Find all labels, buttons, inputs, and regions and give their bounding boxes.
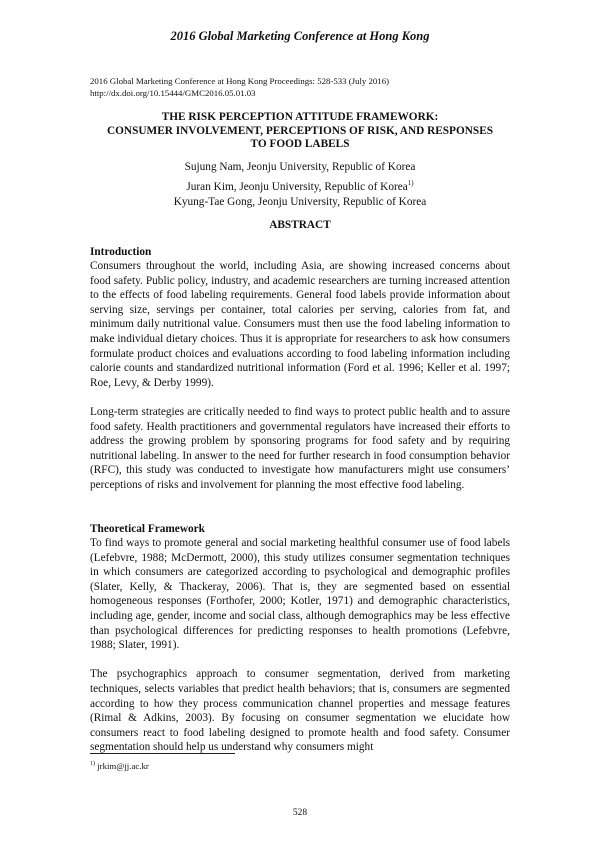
author-line: Juran Kim, Jeonju University, Republic of Korea$^{1)}$ <box>186 178 414 193</box>
running-head: 2016 Global Marketing Conference at Hong Kong <box>170 29 430 43</box>
proceedings-info <box>90 75 389 99</box>
title-line: THE RISK PERCEPTION ATTITUDE FRAMEWORK: <box>161 111 439 123</box>
paragraph: Long-term strategies are critically needed to find ways to protect public health and to assure food safety. Health practitioners and governmental regulators have increased their efforts to address the growing problem by sponsoring programs for food safety and by requiring nutritional labeling. In answer to the need for further research in food consumption behavior (RFC), this study was conducted to investigate how manufacturers might use consumers’ perceptions of risks and involvement for planning the most effective food labeling. <box>90 405 510 491</box>
abstract-heading: ABSTRACT <box>269 219 331 231</box>
paragraph: To find ways to promote general and social marketing healthful consumer use of food labels (Lefebvre, 1988; McDermott, 2000), this study utilizes consumer segmentation techniques in which consumers are categorized according to psychological and demographic profiles (Slater, Kelly, & Thackeray, 2006). That is, they are segmented based on essential homogeneous responses (Forthofer, 2000; Kotler, 1971) and demographic characteristics, including age, gender, income and social class, although demographics may be less effective than psychological differences for predicting responses to health promotions (Lefebvre, 1988; Slater, 1991). <box>90 537 510 652</box>
title-line: TO FOOD LABELS <box>250 138 350 150</box>
paragraph: The psychographics approach to consumer segmentation, derived from marketing techniques, selects variables that predict health behaviors; that is, consumers are segmented according to how they process communication channel properties and message features (Rimal & Adkins, 2003). By focusing on consumer segmentation we elucidate how consumers react to food labeling designed to promote health and food safety. Consumer segmentation should help us understand why consumers might <box>90 668 510 754</box>
footnote-divider <box>90 753 235 754</box>
theoretical-framework-section <box>90 522 510 755</box>
footnote <box>90 761 149 771</box>
author-list <box>0 160 600 210</box>
footnote-marker: 1) <box>90 761 95 768</box>
author-line: Sujung Nam, Jeonju University, Republic of Korea <box>184 161 416 173</box>
page-number: 528 <box>292 808 308 818</box>
section-heading: Theoretical Framework <box>90 523 205 535</box>
footnote-marker: 1) <box>407 178 414 187</box>
proceedings-citation: 2016 Global Marketing Conference at Hong Kong Proceedings: 528-533 (July 2016) <box>90 76 390 86</box>
paragraph: Consumers throughout the world, including Asia, are showing increased concerns about food safety. Public policy, industry, and academic researchers are turning increased attention to the effects of food labeling requirements. General food labels provide information about serving size, servings per container, total calories per serving, calories from fat, and minimum daily nutritional value. Consumers must then use the food labeling information to make individual dietary choices. Thus it is appropriate for researchers to ask how consumers formulate product choices and evaluations according to food labeling information including calorie counts and standardized nutritional information (Ford et al. 1996; Keller et al. 1997; Roe, Levy, & Derby 1999). <box>90 260 510 389</box>
title-line: CONSUMER INVOLVEMENT, PERCEPTIONS OF RISK, AND RESPONSES <box>106 124 494 137</box>
doi-link[interactable]: http://dx.doi.org/10.15444/GMC2016.05.01.03 <box>90 88 256 98</box>
author-email[interactable]: jrkim@jj.ac.kr <box>95 761 149 771</box>
section-heading: Introduction <box>90 246 152 258</box>
author-line: Kyung-Tae Gong, Jeonju University, Republic of Korea <box>173 195 427 208</box>
introduction-section <box>90 245 510 493</box>
paper-title <box>70 111 530 152</box>
